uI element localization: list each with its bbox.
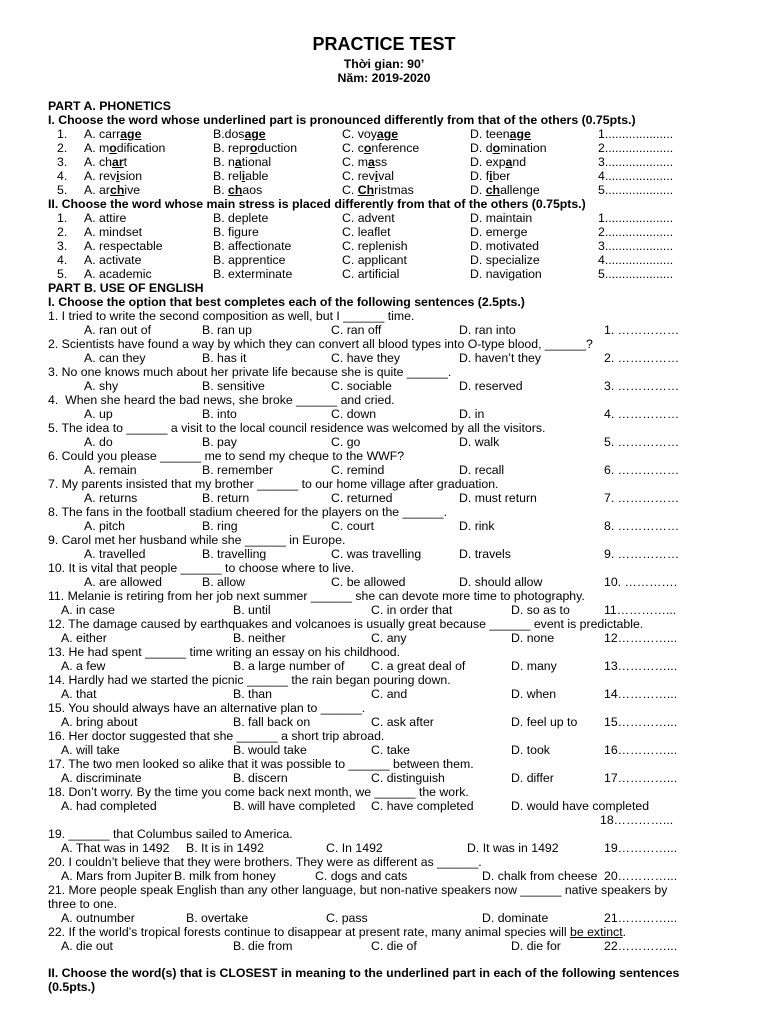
answer-blank: 2....................: [598, 225, 674, 239]
option-c: C. sociable: [331, 379, 392, 393]
option-b: B. has it: [202, 351, 247, 365]
option-a: A. die out: [61, 939, 113, 953]
answer-blank: 22…………...: [604, 939, 678, 953]
underlined-part: a: [367, 155, 375, 169]
option-d: D. none: [511, 631, 555, 645]
answer-blank: 12…………...: [604, 631, 678, 645]
answer-blank: 18…………...: [600, 813, 674, 827]
option-c: C. In 1492: [326, 841, 383, 855]
option-c: C. take: [371, 743, 410, 757]
option-d: D. chalk from cheese: [482, 869, 598, 883]
option-a: A. up: [84, 407, 113, 421]
answer-blank: 5. ……………: [604, 435, 680, 449]
option-c: C. have completed: [371, 799, 474, 813]
option-c: C. in order that: [371, 603, 453, 617]
option-b: B. a large number of: [233, 659, 345, 673]
option-a: [84, 169, 142, 183]
option-d: D. should allow: [459, 575, 543, 589]
option-d: D. emerge: [470, 225, 528, 239]
underlined-part: a: [505, 155, 513, 169]
answer-blank: 5....................: [598, 183, 674, 197]
question-text-continued: three to one.: [48, 897, 118, 911]
option-c: C. dogs and cats: [315, 869, 408, 883]
word-part: C. rev: [342, 169, 375, 183]
option-b: B. neither: [233, 631, 286, 645]
answer-blank: 3....................: [598, 155, 674, 169]
question-text: 1. I tried to write the second composition as well, but I ______ time.: [48, 309, 415, 323]
answer-blank: 3....................: [598, 239, 674, 253]
word-part: A. ch: [84, 155, 113, 169]
option-b: B. exterminate: [213, 267, 293, 281]
option-c: C. a great deal of: [371, 659, 466, 673]
question-text: 15. You should always have an alternative plan to ______.: [48, 701, 366, 715]
word-part: B.: [213, 183, 229, 197]
underlined-part: ch: [228, 183, 243, 197]
option-c: C. was travelling: [331, 547, 422, 561]
option-b: B. fall back on: [233, 715, 311, 729]
answer-blank: 21…………...: [604, 911, 678, 925]
answer-blank: 4....................: [598, 169, 674, 183]
option-c: C. ran off: [331, 323, 382, 337]
question-text: 17. The two men looked so alike that it was possible to ______ between them.: [48, 757, 474, 771]
option-d: [470, 155, 526, 169]
word-part: D. d: [470, 141, 493, 155]
answer-blank: 17…………...: [604, 771, 678, 785]
answer-blank: 16…………...: [604, 743, 678, 757]
question-text: 16. Her doctor suggested that she ______ a short trip abroad.: [48, 729, 385, 743]
option-d: D. travels: [459, 547, 511, 561]
answer-blank: 4....................: [598, 253, 674, 267]
option-d: D. dominate: [482, 911, 549, 925]
word-part: A. rev: [84, 169, 117, 183]
option-a: A. remain: [84, 463, 137, 477]
question-number: 1.: [57, 211, 68, 225]
option-d: D. so as to: [511, 603, 570, 617]
word-part: B. rel: [213, 169, 242, 183]
option-c: C. leaflet: [342, 225, 391, 239]
word-part: A. m: [84, 141, 110, 155]
word-part: D. exp: [470, 155, 506, 169]
option-c: [342, 155, 387, 169]
option-d: D. haven’t they: [459, 351, 542, 365]
option-a: [84, 141, 165, 155]
part-a-heading: PART A. PHONETICS: [48, 99, 171, 113]
word-part: able: [245, 169, 269, 183]
option-a: A. respectable: [84, 239, 163, 253]
answer-blank: 14…………...: [604, 687, 678, 701]
option-c: C. down: [331, 407, 377, 421]
answer-blank: 13…………...: [604, 659, 678, 673]
underlined-phrase: be extinct: [569, 925, 623, 939]
page-title: PRACTICE TEST: [312, 34, 456, 54]
option-b: B. It is in 1492: [186, 841, 264, 855]
option-d: [470, 141, 547, 155]
option-c: [342, 127, 398, 141]
part-b-section-2-instruction-cont: (0.5pts.): [48, 980, 96, 994]
answer-blank: 20…………...: [604, 869, 678, 883]
question-text: 14. Hardly had we started the picnic ______ the rain began pouring down.: [48, 673, 451, 687]
option-a: [84, 155, 127, 169]
option-c: [342, 169, 394, 183]
option-c: C. replenish: [342, 239, 408, 253]
word-part: duction: [257, 141, 298, 155]
option-b: [213, 169, 268, 183]
answer-blank: 1. ……………: [604, 323, 680, 337]
option-a: A. outnumber: [61, 911, 135, 925]
option-b: B. than: [233, 687, 272, 701]
option-a: A. Mars from Jupiter: [61, 869, 172, 883]
option-a: A. attire: [84, 211, 127, 225]
word-part: D.: [470, 183, 486, 197]
underlined-part: ch: [109, 183, 125, 197]
question-text: 20. I couldn’t believe that they were brothers. They were as different as ______.: [48, 855, 482, 869]
option-a: A. either: [61, 631, 107, 645]
option-b: B. would take: [233, 743, 307, 757]
option-d: D. motivated: [470, 239, 540, 253]
answer-blank: 1....................: [598, 127, 674, 141]
question-text: 5. The idea to ______ a visit to the local council residence was welcomed by all the visitors.: [48, 421, 546, 435]
option-d: D. navigation: [470, 267, 542, 281]
option-c: C. ask after: [371, 715, 434, 729]
option-c: C. any: [371, 631, 407, 645]
question-text: 10. It is vital that people ______ to choose where to live.: [48, 561, 355, 575]
question-text: 21. More people speak English than any other language, but non-native speakers now ______ native speakers by: [48, 883, 668, 897]
option-d: D. specialize: [470, 253, 540, 267]
option-b: B. allow: [202, 575, 246, 589]
underlined-part: o: [249, 141, 258, 155]
option-a: A. pitch: [84, 519, 126, 533]
word-part: B. n: [213, 155, 235, 169]
answer-blank: 2. ……………: [604, 351, 680, 365]
question-text: 11. Melanie is retiring from her job next summer ______ she can devote more time to photography.: [48, 589, 585, 603]
underlined-part: age: [509, 127, 531, 141]
word-part: val: [378, 169, 394, 183]
underlined-part: i: [116, 169, 120, 183]
question-text: 8. The fans in the football stadium cheered for the players on the ______.: [48, 505, 448, 519]
part-b-section-1-instruction: I. Choose the option that best completes each of the following sentences (2.5pts.): [48, 295, 525, 309]
word-part: C.: [342, 183, 358, 197]
answer-blank: 19…………...: [604, 841, 678, 855]
option-a: A. that: [61, 687, 97, 701]
word-part: D. f: [470, 169, 490, 183]
word-part: tional: [241, 155, 272, 169]
option-a: A. That was in 1492: [61, 841, 170, 855]
answer-blank: 11…………...: [604, 603, 677, 617]
option-c: C. and: [371, 687, 408, 701]
answer-blank: 9. ……………: [604, 547, 680, 561]
option-c: C. die of: [371, 939, 417, 953]
exam-year: Năm: 2019-2020: [337, 71, 431, 85]
question-part: .: [622, 925, 627, 939]
option-d: [470, 183, 540, 197]
word-part: dification: [116, 141, 166, 155]
underlined-part: i: [489, 169, 493, 183]
word-part: allenge: [500, 183, 540, 197]
option-d: D. maintain: [470, 211, 533, 225]
option-d: D. die for: [511, 939, 561, 953]
option-d: [470, 169, 510, 183]
option-a: A. shy: [84, 379, 119, 393]
word-part: B. repr: [213, 141, 250, 155]
option-b: B. overtake: [186, 911, 249, 925]
answer-blank: 15…………...: [604, 715, 678, 729]
option-b: B. die from: [233, 939, 293, 953]
option-d: D. ran into: [459, 323, 516, 337]
word-part: nd: [512, 155, 527, 169]
underlined-part: o: [363, 141, 372, 155]
word-part: D. teen: [470, 127, 510, 141]
option-d: D. must return: [459, 491, 537, 505]
question-text: 18. Don’t worry. By the time you come back next month, we ______ the work.: [48, 785, 469, 799]
option-a: A. bring about: [61, 715, 138, 729]
option-c: C. advent: [342, 211, 395, 225]
word-part: ive: [124, 183, 141, 197]
answer-blank: 6. ……………: [604, 463, 680, 477]
option-b: [213, 127, 266, 141]
option-a: A. activate: [84, 253, 142, 267]
option-b: B. sensitive: [202, 379, 265, 393]
option-b: B. milk from honey: [174, 869, 276, 883]
underlined-part: ar: [112, 155, 124, 169]
word-part: C. voy: [342, 127, 377, 141]
option-a: A. returns: [84, 491, 138, 505]
underlined-part: i: [374, 169, 379, 183]
underlined-part: i: [241, 169, 246, 183]
option-a: [84, 127, 141, 141]
part-a-section-1-instruction: I. Choose the word whose underlined part is pronounced differently from that of the others (0.75pts.): [48, 113, 636, 127]
word-part: sion: [119, 169, 143, 183]
option-c: C. remind: [331, 463, 385, 477]
option-b: B. remember: [202, 463, 274, 477]
option-d: D. in: [459, 407, 485, 421]
underlined-part: age: [120, 127, 142, 141]
answer-blank: 2....................: [598, 141, 674, 155]
option-b: B. affectionate: [213, 239, 292, 253]
underlined-part: o: [109, 141, 117, 155]
option-c: C. have they: [331, 351, 401, 365]
option-a: A. do: [84, 435, 113, 449]
part-a-section-2-instruction: II. Choose the word whose main stress is placed differently from that of the others (0.75pts.): [48, 197, 586, 211]
option-b: B. ran up: [202, 323, 252, 337]
answer-blank: 8. ……………: [604, 519, 680, 533]
answer-blank: 4. ……………: [604, 407, 680, 421]
option-d: D. It was in 1492: [467, 841, 559, 855]
word-part: t: [123, 155, 128, 169]
option-d: D. reserved: [459, 379, 523, 393]
word-part: ss: [374, 155, 388, 169]
option-c: C. court: [331, 519, 375, 533]
option-a: A. ran out of: [84, 323, 151, 337]
question-text: 4. When she heard the bad news, she broke ______ and cried.: [48, 393, 395, 407]
option-c: C. be allowed: [331, 575, 406, 589]
option-b: B. apprentice: [213, 253, 286, 267]
word-part: nference: [371, 141, 420, 155]
option-c: C. pass: [326, 911, 368, 925]
option-c: [342, 141, 419, 155]
answer-blank: 7. ……………: [604, 491, 680, 505]
option-a: A. can they: [84, 351, 146, 365]
underlined-part: o: [492, 141, 501, 155]
question-text: [48, 925, 626, 939]
option-b: B. until: [233, 603, 271, 617]
option-d: D. took: [511, 743, 550, 757]
option-c: C. artificial: [342, 267, 400, 281]
option-d: D. recall: [459, 463, 505, 477]
option-d: D. would have completed: [511, 799, 650, 813]
question-number: 5.: [57, 267, 68, 281]
question-text: 12. The damage caused by earthquakes and volcanoes is usually great because ______ event is predictable.: [48, 617, 644, 631]
option-b: B. pay: [202, 435, 237, 449]
option-a: [84, 183, 140, 197]
option-d: D. rink: [459, 519, 495, 533]
option-d: [470, 127, 531, 141]
word-part: B.dos: [213, 127, 245, 141]
option-a: A. are allowed: [84, 575, 162, 589]
question-number: 1.: [57, 127, 68, 141]
question-text: 9. Carol met her husband while she ______ in Europe.: [48, 533, 346, 547]
option-a: A. had completed: [61, 799, 157, 813]
underlined-part: age: [244, 127, 266, 141]
question-part: 22. If the world’s tropical forests continue to disappear at present rate, many animal species will: [48, 925, 570, 939]
option-b: [213, 155, 271, 169]
option-b: B. ring: [202, 519, 238, 533]
question-number: 2.: [57, 141, 68, 155]
underlined-part: a: [234, 155, 242, 169]
option-b: [213, 183, 262, 197]
word-part: ristmas: [374, 183, 414, 197]
option-d: D. when: [511, 687, 557, 701]
part-b-heading: PART B. USE OF ENGLISH: [48, 281, 204, 295]
option-d: D. many: [511, 659, 557, 673]
question-number: 3.: [57, 155, 68, 169]
option-a: A. travelled: [84, 547, 146, 561]
question-text: 13. He had spent ______ time writing an essay on his childhood.: [48, 645, 401, 659]
option-c: C. returned: [331, 491, 393, 505]
option-a: A. academic: [84, 267, 152, 281]
underlined-part: age: [376, 127, 399, 141]
question-text: 6. Could you please ______ me to send my cheque to the WWF?: [48, 449, 405, 463]
option-a: A. will take: [61, 743, 120, 757]
option-c: C. distinguish: [371, 771, 445, 785]
option-a: A. mindset: [84, 225, 143, 239]
option-d: D. feel up to: [511, 715, 578, 729]
option-c: [342, 183, 414, 197]
word-part: A. ar: [84, 183, 110, 197]
word-part: C. c: [342, 141, 364, 155]
underlined-part: ch: [485, 183, 501, 197]
word-part: mination: [500, 141, 547, 155]
option-b: [213, 141, 297, 155]
part-b-section-2-instruction: II. Choose the word(s) that is CLOSEST in meaning to the underlined part in each of the following sentences: [48, 966, 680, 980]
option-a: A. discriminate: [61, 771, 142, 785]
question-text: 2. Scientists have found a way by which they can convert all blood types into O-type blood, ______?: [48, 337, 593, 351]
answer-blank: 5....................: [598, 267, 674, 281]
answer-blank: 3. ……………: [604, 379, 680, 393]
question-number: 4.: [57, 169, 68, 183]
question-number: 5.: [57, 183, 68, 197]
word-part: C. m: [342, 155, 368, 169]
word-part: aos: [242, 183, 263, 197]
option-c: C. applicant: [342, 253, 407, 267]
option-a: A. a few: [61, 659, 106, 673]
option-b: B. travelling: [202, 547, 267, 561]
option-b: B. will have completed: [233, 799, 356, 813]
question-text: 19. ______ that Columbus sailed to America.: [48, 827, 293, 841]
answer-blank: 1....................: [598, 211, 674, 225]
option-c: C. go: [331, 435, 361, 449]
word-part: A. carr: [84, 127, 121, 141]
question-text: 7. My parents insisted that my brother ______ to our home village after graduation.: [48, 477, 499, 491]
answer-blank: 10. ………….: [604, 575, 678, 589]
word-part: ber: [492, 169, 511, 183]
option-b: B. into: [202, 407, 237, 421]
question-number: 3.: [57, 239, 68, 253]
option-d: D. walk: [459, 435, 500, 449]
option-b: B. discern: [233, 771, 288, 785]
option-d: D. differ: [511, 771, 554, 785]
option-a: A. in case: [61, 603, 115, 617]
underlined-part: Ch: [357, 183, 375, 197]
question-number: 2.: [57, 225, 68, 239]
option-b: B. return: [202, 491, 250, 505]
question-text: 3. No one knows much about her private life because she is quite ______.: [48, 365, 452, 379]
question-number: 4.: [57, 253, 68, 267]
exam-time: Thời gian: 90’: [343, 57, 425, 71]
option-b: B. deplete: [213, 211, 269, 225]
option-b: B. figure: [213, 225, 259, 239]
